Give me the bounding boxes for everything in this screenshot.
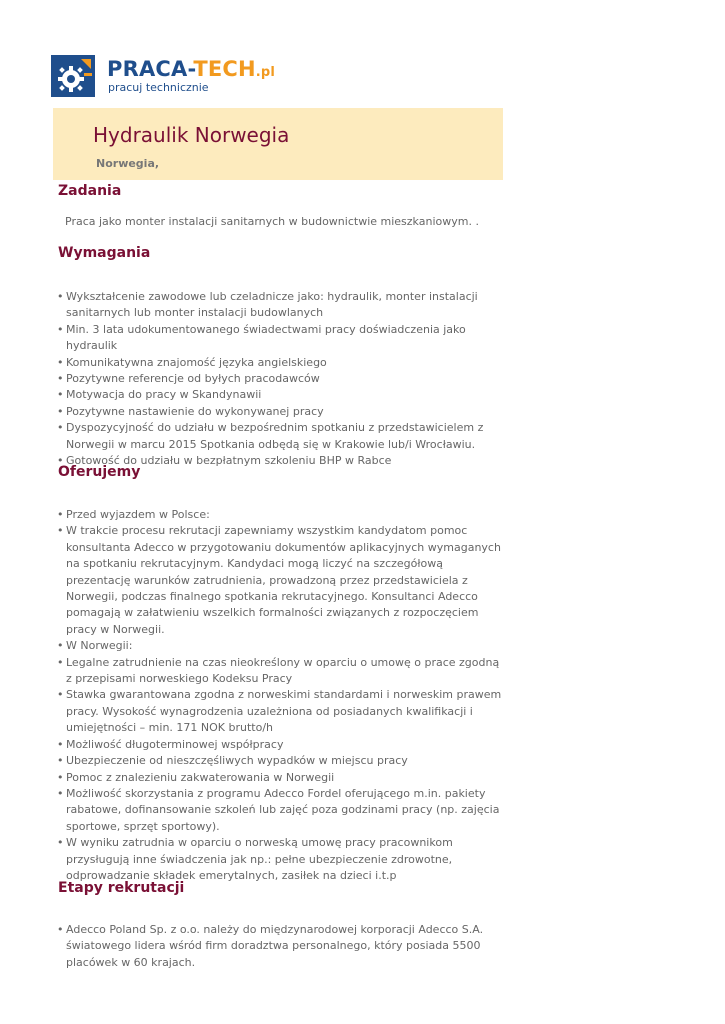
- job-header: [53, 108, 503, 180]
- list-item: • Gotowość do udziału w bezpłatnym szkoleniu BHP w Rabce: [58, 453, 518, 469]
- list-item: • Pozytywne referencje od byłych pracodawców: [58, 371, 518, 387]
- job-location: Norwegia,: [96, 157, 160, 170]
- list-item: • W Norwegii:: [58, 638, 508, 654]
- list-item: • Dyspozycyjność do udziału w bezpośrednim spotkaniu z przedstawicielem z Norwegii w marcu 2015 Spotkania odbędą się w Krakowie lub/i Wrocławiu.: [58, 420, 518, 453]
- etapy-list: [58, 922, 513, 971]
- logo-name-part3: .pl: [255, 65, 276, 80]
- list-item: • Ubezpieczenie od nieszczęśliwych wypadków w miejscu pracy: [58, 753, 508, 769]
- wymagania-list: [58, 289, 518, 469]
- job-title: Hydraulik Norwegia: [93, 123, 290, 147]
- gear-logo-icon: [51, 55, 95, 97]
- list-item: • Możliwość długoterminowej współpracy: [58, 737, 508, 753]
- list-item: • Motywacja do pracy w Skandynawii: [58, 387, 518, 403]
- list-item: • Adecco Poland Sp. z o.o. należy do międzynarodowej korporacji Adecco S.A. światowego lidera wśród firm doradztwa personalnego, który posiada 5500 placówek w 60 krajach.: [58, 922, 513, 971]
- list-item: • Pomoc z znalezieniu zakwaterowania w Norwegii: [58, 770, 508, 786]
- oferujemy-list: [58, 507, 508, 884]
- site-logo[interactable]: [51, 55, 276, 99]
- logo-tagline: pracuj technicznie: [108, 81, 209, 94]
- section-heading-wymagania: Wymagania: [58, 245, 151, 261]
- section-heading-etapy: Etapy rekrutacji: [58, 880, 185, 896]
- list-item: • Min. 3 lata udokumentowanego świadectwami pracy doświadczenia jako hydraulik: [58, 322, 518, 355]
- section-heading-zadania: Zadania: [58, 183, 122, 199]
- zadania-text: Praca jako monter instalacji sanitarnych w budownictwie mieszkaniowym. .: [65, 215, 479, 228]
- list-item: • Przed wyjazdem w Polsce:: [58, 507, 508, 523]
- list-item: • Wykształcenie zawodowe lub czeladnicze jako: hydraulik, monter instalacji sanitarnych lub monter instalacji budowlanych: [58, 289, 518, 322]
- list-item: • Komunikatywna znajomość języka angielskiego: [58, 355, 518, 371]
- list-item: • Pozytywne nastawienie do wykonywanej pracy: [58, 404, 518, 420]
- list-item: • Stawka gwarantowana zgodna z norweskimi standardami i norweskim prawem pracy. Wysokość wynagrodzenia uzależniona od posiadanych kwalifikacji i umiejętności – min. 171 NOK brutto/h: [58, 687, 508, 736]
- logo-name-part1: PRACA-: [107, 57, 194, 81]
- logo-name-part2: TECH: [193, 57, 256, 81]
- list-item: • W wyniku zatrudnia w oparciu o norweską umowę pracy pracownikom przysługują inne świadczenia jak np.: pełne ubezpieczenie zdrowotne, odprowadzanie składek emerytalnych, zasiłek na dzieci i.t.p: [58, 835, 508, 884]
- section-heading-oferujemy: Oferujemy: [58, 464, 141, 480]
- list-item: • Możliwość skorzystania z programu Adecco Fordel oferującego m.in. pakiety rabatowe, dofinansowanie szkoleń lub zajęć poza godzinami pracy (np. zajęcia sportowe, sprzęt sportowy).: [58, 786, 508, 835]
- list-item: • Legalne zatrudnienie na czas nieokreślony w oparciu o umowę o prace zgodną z przepisami norweskiego Kodeksu Pracy: [58, 655, 508, 688]
- list-item: • W trakcie procesu rekrutacji zapewniamy wszystkim kandydatom pomoc konsultanta Adecco w przygotowaniu dokumentów aplikacyjnych wymaganych na spotkaniu rekrutacyjnym. Kandydaci mogą liczyć na szczegółową prezentację warunków zatrudnienia, prowadzoną przez przedstawiciela z Norwegii, podczas finalnego spotkania rekrutacyjnego. Konsultanci Adecco pomagają w załatwieniu wszelkich formalności związanych z rozpoczęciem pracy w Norwegii.: [58, 523, 508, 638]
